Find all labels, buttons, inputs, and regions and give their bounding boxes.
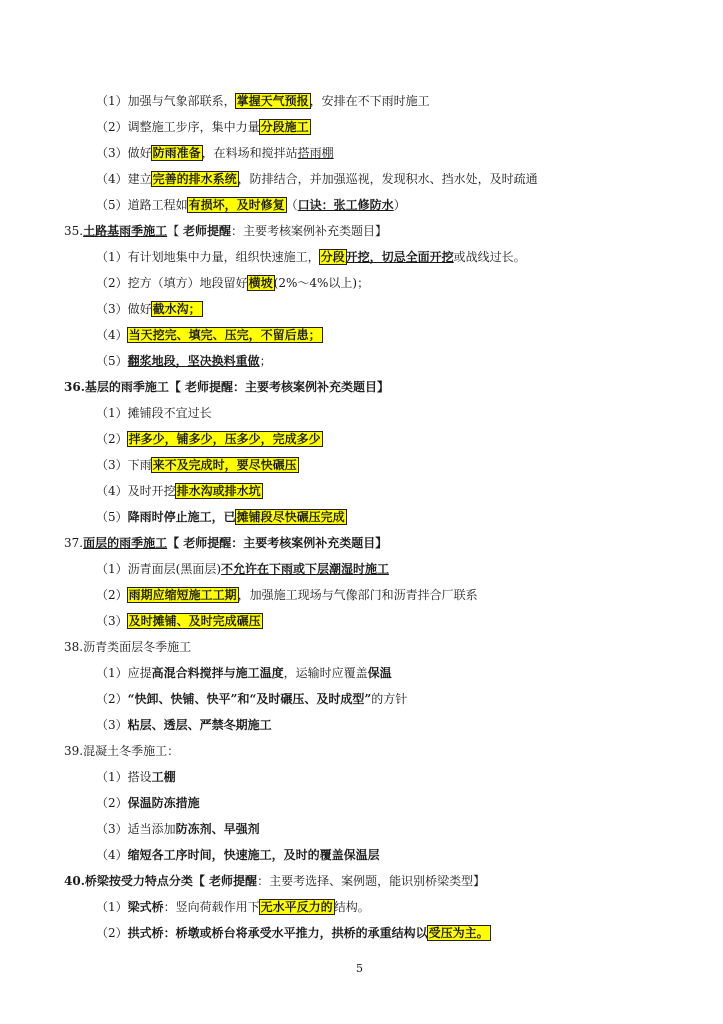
text-segment: （5） (96, 354, 128, 368)
section-heading (64, 742, 179, 762)
text-segment: 【 (167, 224, 183, 238)
section-heading (64, 638, 191, 658)
text-segment: 高混合料搅拌与施工温度 (151, 666, 284, 680)
text-segment: （3）做好 (96, 302, 152, 316)
text-segment: 工棚 (151, 770, 176, 784)
list-item (96, 404, 212, 424)
text-segment: 35. (64, 224, 84, 238)
text-segment: 粘层、透层、严禁冬期施工 (127, 718, 272, 732)
list-item (96, 248, 526, 268)
text-segment: （2） (96, 432, 128, 446)
text-segment: （1）有计划地集中力量，组织快速施工， (96, 250, 320, 264)
text-segment: （2） (96, 796, 128, 810)
text-segment: 缩短各工序时间，快速施工，及时的覆盖保温层 (127, 848, 380, 862)
text-segment: （1）应提 (96, 666, 152, 680)
text-segment: ：主要考核案例补充类题目】 (230, 224, 387, 238)
text-segment: 37. (64, 536, 84, 550)
text-segment: （3） (96, 614, 128, 628)
text-segment: 保温 (367, 666, 392, 680)
list-item (96, 924, 490, 944)
highlighted-text: 横坡 (248, 276, 273, 290)
text-segment: （1） (96, 900, 128, 914)
text-segment: ：竖向荷载作用下 (163, 900, 260, 914)
highlighted-text: 及时摊铺、及时完成碾压 (128, 614, 261, 628)
list-item (96, 170, 538, 190)
text-segment: ） (393, 198, 406, 212)
text-segment: （3）下雨 (96, 458, 152, 472)
list-item (96, 118, 310, 138)
text-segment: （4）建立 (96, 172, 152, 186)
text-segment: “快卸、快铺、快平”和“及时碾压、及时成型” (127, 692, 372, 706)
text-segment: 防冻剂、早强剂 (175, 822, 260, 836)
list-item (96, 820, 260, 840)
section-heading (64, 872, 485, 892)
highlighted-text: 分段施工 (260, 120, 309, 134)
text-segment: （4） (96, 848, 128, 862)
list-item (96, 92, 430, 112)
text-segment: 口诀：张工修防水 (297, 198, 394, 212)
page-number: 5 (356, 962, 363, 975)
list-item (96, 560, 389, 580)
list-item (96, 430, 322, 450)
list-item (96, 508, 346, 528)
highlighted-text: 截水沟； (152, 302, 201, 316)
list-item (96, 690, 407, 710)
highlighted-text: 掌握天气预报 (236, 94, 309, 108)
text-segment: （3）做好 (96, 146, 152, 160)
text-segment: ，在料场和搅拌站 (201, 146, 298, 160)
text-segment: ，运输时应覆盖 (283, 666, 368, 680)
text-segment: （2）挖方（填方）地段留好 (96, 276, 248, 290)
text-segment: 的方针 (371, 692, 408, 706)
text-segment: （2） (96, 692, 128, 706)
list-item (96, 794, 200, 814)
text-segment: （1）搭设 (96, 770, 152, 784)
highlighted-text: 排水沟或排水坑 (176, 484, 261, 498)
text-segment: 38.沥青类面层冬季施工 (64, 640, 192, 654)
highlighted-text: 完善的排水系统 (152, 172, 237, 186)
highlighted-text: 分段 (320, 250, 345, 264)
text-segment: （5）道路工程如 (96, 198, 188, 212)
text-segment: 土路基雨季施工 (83, 224, 168, 238)
list-item (96, 274, 369, 294)
list-item (96, 586, 478, 606)
text-segment: 39.混凝土冬季施工： (64, 744, 180, 758)
text-segment: 结构。 (333, 900, 370, 914)
text-segment: （5） (96, 510, 128, 524)
highlighted-text: 当天挖完、填完、压完，不留后患； (128, 328, 321, 342)
text-segment: ，防排结合，并加强巡视，发现积水、挡水处，及时疏通 (237, 172, 538, 186)
highlighted-text: 防雨准备 (152, 146, 201, 160)
list-item (96, 716, 272, 736)
list-item (96, 898, 370, 918)
list-item (96, 456, 298, 476)
highlighted-text: 无水平反力的 (260, 900, 333, 914)
text-segment: 降雨时停止施工，已 (127, 510, 236, 524)
highlighted-text: 雨期应缩短施工工期 (128, 588, 237, 602)
text-segment: （3） (96, 718, 128, 732)
text-segment: (2%～4%以上)； (273, 276, 370, 290)
text-segment: （4） (96, 328, 128, 342)
text-segment: ：主要考选择、案例题，能识别桥梁类型】 (257, 874, 486, 888)
list-item (96, 196, 406, 216)
text-segment: 翻浆地段，坚决换料重做 (127, 354, 260, 368)
text-segment: （1）加强与气象部联系， (96, 94, 236, 108)
text-segment: 老师提醒 (182, 224, 231, 238)
text-segment: 40.桥梁按受力特点分类【 老师提醒 (64, 874, 258, 888)
text-segment: ，加强施工现场与气像部门和沥青拌合厂联系 (237, 588, 478, 602)
list-item (96, 352, 272, 372)
highlighted-text: 来不及完成时，要尽快碾压 (152, 458, 297, 472)
list-item (96, 326, 322, 346)
text-segment: 搭雨棚 (297, 146, 334, 160)
highlighted-text: 有损坏，及时修复 (188, 198, 285, 212)
text-segment: 开挖，切忌全面开挖 (345, 250, 454, 264)
list-item (96, 664, 392, 684)
text-segment: 面层的雨季施工 (83, 536, 168, 550)
list-item (96, 846, 380, 866)
text-segment: （4）及时开挖 (96, 484, 176, 498)
highlighted-text: 受压为主。 (428, 926, 489, 940)
text-segment: 不允许在下雨或下层潮湿时施工 (221, 562, 390, 576)
section-heading (64, 534, 387, 554)
text-segment: 梁式桥 (127, 900, 164, 914)
text-segment: （2）调整施工步序，集中力量 (96, 120, 260, 134)
text-segment: （1）摊铺段不宜过长 (96, 406, 212, 420)
text-segment: ； (259, 354, 272, 368)
section-heading (64, 222, 387, 242)
text-segment: （3）适当添加 (96, 822, 176, 836)
highlighted-text: 拌多少，铺多少，压多少，完成多少 (128, 432, 321, 446)
list-item (96, 300, 202, 320)
list-item (96, 482, 262, 502)
list-item (96, 612, 262, 632)
text-segment: 36.基层的雨季施工【 老师提醒：主要考核案例补充类题目】 (64, 380, 390, 394)
highlighted-text: 摊铺段尽快碾压完成 (236, 510, 345, 524)
text-segment: ，安排在不下雨时施工 (309, 94, 430, 108)
text-segment: 保温防冻措施 (127, 796, 200, 810)
list-item (96, 768, 176, 788)
text-segment: （2） (96, 926, 128, 940)
text-segment: 或战线过长。 (453, 250, 526, 264)
text-segment: （ (285, 198, 298, 212)
section-heading (64, 378, 389, 398)
text-segment: （2） (96, 588, 128, 602)
text-segment: （1）沥青面层(黑面层) (96, 562, 221, 576)
text-segment: 【 老师提醒：主要考核案例补充类题目】 (167, 536, 388, 550)
text-segment: 拱式桥：桥墩或桥台将承受水平推力，拱桥的承重结构以 (127, 926, 428, 940)
list-item (96, 144, 334, 164)
